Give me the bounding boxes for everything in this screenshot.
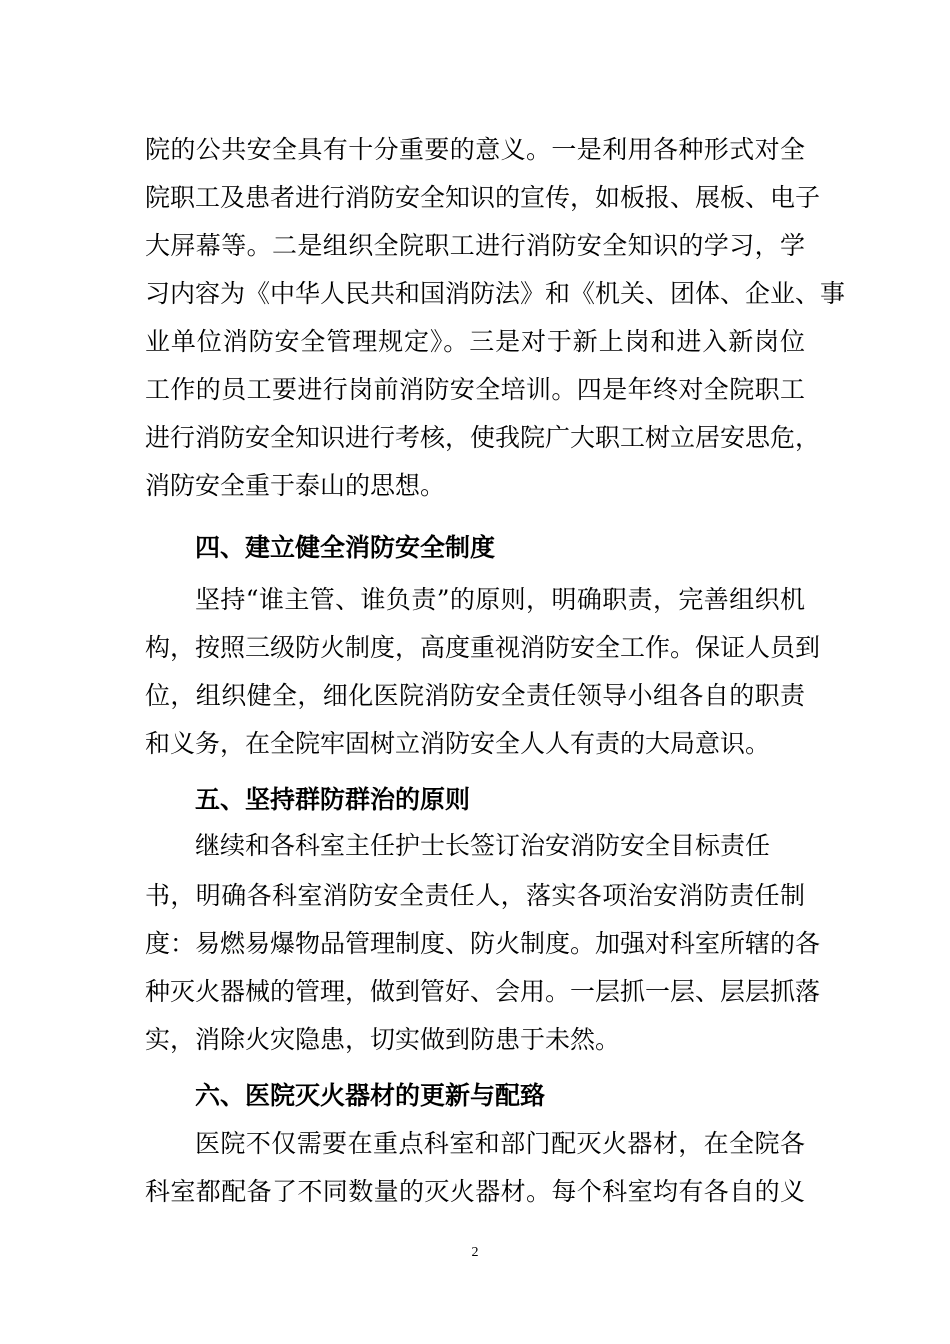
section-heading: 六、医院灭火器材的更新与配臵 (195, 1081, 546, 1110)
paragraph-line: 和义务，在全院牢固树立消防安全人人有责的大局意识。 (145, 729, 771, 758)
paragraph-line: 度：易燃易爆物品管理制度、防火制度。加强对科室所辖的各 (145, 929, 821, 958)
paragraph-line: 坚持“谁主管、谁负责”的原则，明确职责，完善组织机 (195, 585, 805, 614)
paragraph-line: 继续和各科室主任护士长签订治安消防安全目标责任 (195, 831, 771, 860)
paragraph-line: 科室都配备了不同数量的灭火器材。每个科室均有各自的义 (145, 1177, 805, 1206)
paragraph-line: 种灭火器械的管理，做到管好、会用。一层抓一层、层层抓落 (145, 977, 821, 1006)
paragraph-line: 医院不仅需要在重点科室和部门配灭火器材，在全院各 (195, 1129, 805, 1158)
section-heading: 五、坚持群防群治的原则 (195, 785, 471, 814)
paragraph-line: 习内容为《中华人民共和国消防法》和《机关、团体、企业、事 (145, 279, 846, 308)
paragraph-line: 业单位消防安全管理规定》。三是对于新上岗和进入新岗位 (145, 327, 805, 356)
paragraph-line: 位，组织健全，细化医院消防安全责任领导小组各自的职责 (145, 681, 805, 710)
paragraph-line: 实，消除火灾隐患，切实做到防患于未然。 (145, 1025, 621, 1054)
paragraph-line: 工作的员工要进行岗前消防安全培训。四是年终对全院职工 (145, 375, 805, 404)
paragraph-line: 院职工及患者进行消防安全知识的宣传，如板报、展板、电子 (145, 183, 821, 212)
section-heading: 四、建立健全消防安全制度 (195, 533, 496, 562)
paragraph-line: 构，按照三级防火制度，高度重视消防安全工作。保证人员到 (145, 633, 821, 662)
paragraph-line: 院的公共安全具有十分重要的意义。一是利用各种形式对全 (145, 135, 805, 164)
paragraph-line: 进行消防安全知识进行考核，使我院广大职工树立居安思危， (145, 423, 821, 452)
page-number: 2 (471, 1245, 479, 1260)
paragraph-line: 大屏幕等。二是组织全院职工进行消防安全知识的学习，学 (145, 231, 805, 260)
paragraph-line: 书，明确各科室消防安全责任人，落实各项治安消防责任制 (145, 881, 805, 910)
paragraph-line: 消防安全重于泰山的思想。 (145, 471, 446, 500)
